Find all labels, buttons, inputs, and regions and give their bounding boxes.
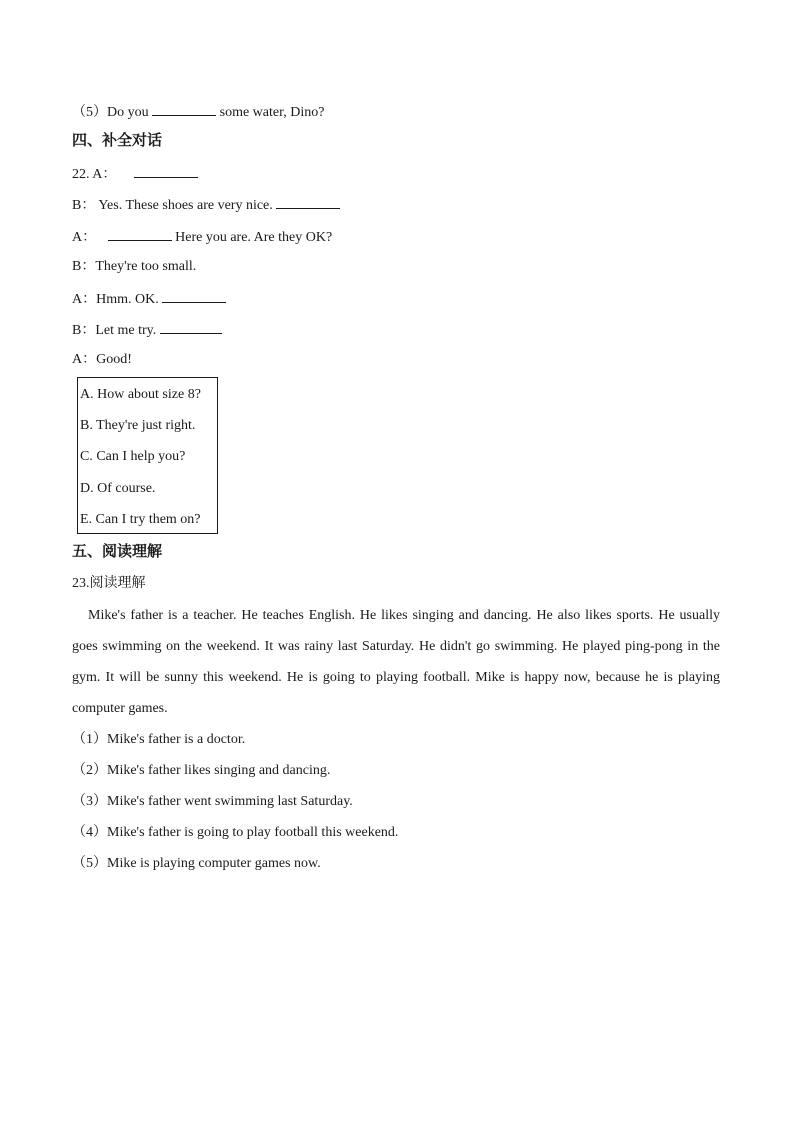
speaker: B： (72, 323, 96, 338)
statement-3: （3）Mike's father went swimming last Saturday. (72, 794, 353, 809)
passage-text: Mike's father is a teacher. He teaches English. He likes singing and dancing. He also likes sports. He usually goes swimming on the weekend. It was rainy last Saturday. He didn't go swimming. He played ping-pong in the gym. It will be sunny this weekend. He is going to playing football. Mike is happy now, because he is playing computer games. (72, 608, 720, 716)
speaker: 22. A： (72, 167, 117, 182)
dialogue-text: They're too small. (95, 259, 197, 274)
option-e: E. Can I try them on? (80, 512, 201, 527)
statement-1: （1）Mike's father is a doctor. (72, 732, 246, 747)
answer-blank[interactable] (162, 289, 226, 303)
reading-passage (72, 600, 720, 724)
answer-blank[interactable] (160, 320, 222, 334)
statement-5: （5）Mike is playing computer games now. (72, 856, 321, 871)
option-a: A. How about size 8? (80, 387, 201, 402)
answer-blank[interactable] (276, 195, 340, 209)
dialogue-text: Hmm. OK. (96, 292, 159, 307)
dialogue-line-5 (72, 289, 226, 309)
question-23-title: 23.阅读理解 (72, 576, 146, 591)
answer-blank[interactable] (134, 164, 198, 178)
answer-blank[interactable] (152, 102, 216, 116)
dialogue-text: Good! (96, 352, 132, 367)
answer-blank[interactable] (108, 227, 172, 241)
speaker: A： (72, 230, 97, 245)
dialogue-text: Let me try. (95, 323, 157, 338)
dialogue-line-4 (72, 258, 196, 276)
section-5-heading: 五、阅读理解 (72, 544, 163, 560)
option-b: B. They're just right. (80, 418, 196, 433)
section-4-heading: 四、补全对话 (72, 133, 163, 149)
statement-4: （4）Mike's father is going to play football this weekend. (72, 825, 399, 840)
dialogue-line-6 (72, 320, 222, 340)
dialogue-line-7 (72, 351, 132, 369)
statement-2: （2）Mike's father likes singing and dancing. (72, 763, 331, 778)
options-box (77, 377, 218, 534)
question-5 (72, 102, 324, 122)
option-c: C. Can I help you? (80, 449, 186, 464)
dialogue-line-3 (72, 227, 332, 247)
speaker: B： (72, 259, 96, 274)
question-5-prefix: （5）Do you (72, 105, 149, 120)
question-5-suffix: some water, Dino? (219, 105, 325, 120)
dialogue-line-2 (72, 195, 340, 215)
speaker: B： (72, 198, 96, 213)
speaker: A： (72, 292, 97, 307)
option-d: D. Of course. (80, 481, 156, 496)
dialogue-text: Here you are. Are they OK? (175, 230, 333, 245)
speaker: A： (72, 352, 97, 367)
dialogue-line-1 (72, 164, 198, 184)
dialogue-text: Yes. These shoes are very nice. (98, 198, 273, 213)
